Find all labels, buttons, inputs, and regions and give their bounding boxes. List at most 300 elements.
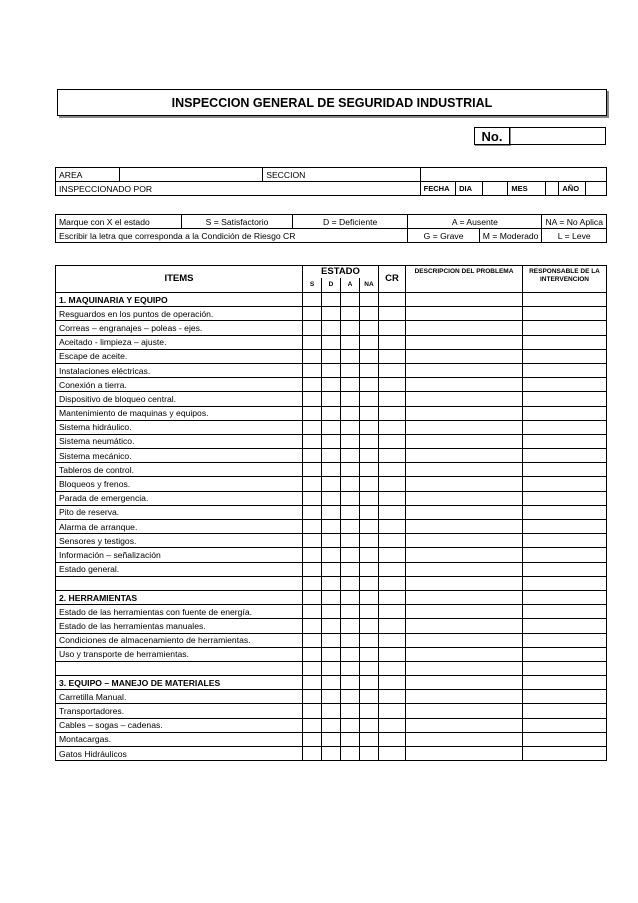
cr-cell[interactable] bbox=[379, 633, 406, 647]
descripcion-cell[interactable] bbox=[406, 420, 523, 434]
item-label: Escape de aceite. bbox=[56, 349, 303, 363]
cr-cell[interactable] bbox=[379, 420, 406, 434]
estado-s-cell[interactable] bbox=[303, 307, 322, 321]
estado-na-cell[interactable] bbox=[360, 647, 379, 661]
descripcion-cell[interactable] bbox=[406, 434, 523, 448]
cr-cell[interactable] bbox=[379, 690, 406, 704]
estado-na-cell[interactable] bbox=[360, 548, 379, 562]
cr-header: CR bbox=[379, 266, 406, 293]
estado-s-cell[interactable] bbox=[303, 704, 322, 718]
responsable-cell[interactable] bbox=[523, 434, 607, 448]
estado-s-cell[interactable] bbox=[303, 534, 322, 548]
responsable-cell[interactable] bbox=[523, 647, 607, 661]
item-label: Sistema hidráulico. bbox=[56, 420, 303, 434]
cr-cell[interactable] bbox=[379, 676, 406, 690]
estado-d-cell[interactable] bbox=[322, 434, 341, 448]
descripcion-cell[interactable] bbox=[406, 477, 523, 491]
estado-a-cell[interactable] bbox=[341, 562, 360, 576]
estado-s-cell[interactable] bbox=[303, 520, 322, 534]
mes-label: MES bbox=[508, 182, 546, 196]
legend-s: S = Satisfactorio bbox=[182, 215, 293, 229]
estado-a-cell[interactable] bbox=[341, 349, 360, 363]
responsable-cell[interactable] bbox=[523, 392, 607, 406]
estado-s-cell[interactable] bbox=[303, 690, 322, 704]
estado-d-cell[interactable] bbox=[322, 463, 341, 477]
area-table bbox=[55, 167, 607, 196]
cr-cell[interactable] bbox=[379, 477, 406, 491]
item-label: Sistema mecánico. bbox=[56, 449, 303, 463]
estado-d-cell[interactable] bbox=[322, 420, 341, 434]
responsable-cell[interactable] bbox=[523, 463, 607, 477]
mes-field[interactable] bbox=[546, 182, 559, 196]
cr-cell[interactable] bbox=[379, 293, 406, 307]
estado-a-cell[interactable] bbox=[341, 520, 360, 534]
responsable-cell[interactable] bbox=[523, 704, 607, 718]
item-label: Información – señalización bbox=[56, 548, 303, 562]
responsable-cell[interactable] bbox=[523, 732, 607, 746]
estado-a-cell[interactable] bbox=[341, 321, 360, 335]
responsable-cell[interactable] bbox=[523, 477, 607, 491]
estado-na-cell[interactable] bbox=[360, 293, 379, 307]
inspeccionado-field[interactable] bbox=[263, 182, 420, 196]
dia-label: DIA bbox=[456, 182, 483, 196]
table-row bbox=[56, 434, 607, 448]
cr-cell[interactable] bbox=[379, 534, 406, 548]
estado-a-cell[interactable] bbox=[341, 633, 360, 647]
cr-cell[interactable] bbox=[379, 406, 406, 420]
estado-a-cell[interactable] bbox=[341, 307, 360, 321]
descripcion-cell[interactable] bbox=[406, 704, 523, 718]
estado-d-cell[interactable] bbox=[322, 590, 341, 604]
cr-cell[interactable] bbox=[379, 520, 406, 534]
estado-a-cell[interactable] bbox=[341, 378, 360, 392]
estado-d-cell[interactable] bbox=[322, 491, 341, 505]
item-label: Bloqueos y frenos. bbox=[56, 477, 303, 491]
descripcion-cell[interactable] bbox=[406, 732, 523, 746]
estado-d-cell[interactable] bbox=[322, 378, 341, 392]
cr-cell[interactable] bbox=[379, 619, 406, 633]
table-row bbox=[56, 704, 607, 718]
estado-na-cell[interactable] bbox=[360, 605, 379, 619]
responsable-cell[interactable] bbox=[523, 449, 607, 463]
number-field[interactable] bbox=[510, 127, 606, 145]
estado-d-cell[interactable] bbox=[322, 605, 341, 619]
item-label: Mantenimiento de maquinas y equipos. bbox=[56, 406, 303, 420]
number-label: No. bbox=[474, 127, 510, 145]
seccion-field[interactable] bbox=[420, 168, 606, 182]
estado-d-cell[interactable] bbox=[322, 363, 341, 377]
estado-a-cell[interactable] bbox=[341, 605, 360, 619]
estado-na-cell[interactable] bbox=[360, 562, 379, 576]
estado-na-cell[interactable] bbox=[360, 491, 379, 505]
responsable-cell[interactable] bbox=[523, 378, 607, 392]
descripcion-cell[interactable] bbox=[406, 690, 523, 704]
estado-na-cell[interactable] bbox=[360, 576, 379, 590]
legend-table bbox=[55, 214, 607, 243]
item-label: Condiciones de almacenamiento de herramientas. bbox=[56, 633, 303, 647]
table-row bbox=[56, 534, 607, 548]
descripcion-cell[interactable] bbox=[406, 363, 523, 377]
estado-a-cell[interactable] bbox=[341, 534, 360, 548]
table-row bbox=[56, 321, 607, 335]
descripcion-cell[interactable] bbox=[406, 676, 523, 690]
responsable-cell[interactable] bbox=[523, 491, 607, 505]
dia-field[interactable] bbox=[482, 182, 508, 196]
estado-d-cell[interactable] bbox=[322, 576, 341, 590]
estado-na-cell[interactable] bbox=[360, 349, 379, 363]
responsable-cell[interactable] bbox=[523, 718, 607, 732]
responsable-cell[interactable] bbox=[523, 534, 607, 548]
cr-cell[interactable] bbox=[379, 449, 406, 463]
estado-a-cell[interactable] bbox=[341, 576, 360, 590]
estado-s-cell[interactable] bbox=[303, 605, 322, 619]
item-label: Uso y transporte de herramientas. bbox=[56, 647, 303, 661]
cr-cell[interactable] bbox=[379, 434, 406, 448]
descripcion-cell[interactable] bbox=[406, 548, 523, 562]
estado-s-cell[interactable] bbox=[303, 349, 322, 363]
estado-na-cell[interactable] bbox=[360, 463, 379, 477]
estado-s-cell[interactable] bbox=[303, 661, 322, 675]
cr-cell[interactable] bbox=[379, 335, 406, 349]
estado-d-cell[interactable] bbox=[322, 520, 341, 534]
estado-a-cell[interactable] bbox=[341, 548, 360, 562]
descripcion-cell[interactable] bbox=[406, 576, 523, 590]
estado-d-cell[interactable] bbox=[322, 505, 341, 519]
estado-d-cell[interactable] bbox=[322, 307, 341, 321]
estado-a-cell[interactable] bbox=[341, 335, 360, 349]
descripcion-cell[interactable] bbox=[406, 647, 523, 661]
estado-a-cell[interactable] bbox=[341, 619, 360, 633]
estado-na: NA bbox=[360, 278, 379, 292]
estado-s-cell[interactable] bbox=[303, 406, 322, 420]
descripcion-cell[interactable] bbox=[406, 335, 523, 349]
estado-s-cell[interactable] bbox=[303, 732, 322, 746]
inspeccionado-label: INSPECCIONADO POR bbox=[56, 182, 263, 196]
area-field[interactable] bbox=[119, 168, 262, 182]
estado-na-cell[interactable] bbox=[360, 477, 379, 491]
estado-na-cell[interactable] bbox=[360, 434, 379, 448]
estado-d-cell[interactable] bbox=[322, 406, 341, 420]
estado-na-cell[interactable] bbox=[360, 406, 379, 420]
descripcion-cell[interactable] bbox=[406, 406, 523, 420]
estado-a-cell[interactable] bbox=[341, 690, 360, 704]
estado-a-cell[interactable] bbox=[341, 449, 360, 463]
estado-na-cell[interactable] bbox=[360, 590, 379, 604]
responsable-cell[interactable] bbox=[523, 590, 607, 604]
estado-s-cell[interactable] bbox=[303, 434, 322, 448]
estado-na-cell[interactable] bbox=[360, 661, 379, 675]
table-row bbox=[56, 619, 607, 633]
item-label: Correas – engranajes – poleas - ejes. bbox=[56, 321, 303, 335]
cr-cell[interactable] bbox=[379, 463, 406, 477]
legend-a: A = Ausente bbox=[408, 215, 542, 229]
estado-d-cell[interactable] bbox=[322, 534, 341, 548]
estado-s-cell[interactable] bbox=[303, 562, 322, 576]
fecha-label: FECHA bbox=[420, 182, 455, 196]
item-label: Sistema neumático. bbox=[56, 434, 303, 448]
table-row bbox=[56, 449, 607, 463]
responsable-cell[interactable] bbox=[523, 293, 607, 307]
table-row bbox=[56, 605, 607, 619]
descripcion-cell[interactable] bbox=[406, 463, 523, 477]
responsable-cell[interactable] bbox=[523, 562, 607, 576]
table-row bbox=[56, 690, 607, 704]
anio-field[interactable] bbox=[586, 182, 607, 196]
estado-na-cell[interactable] bbox=[360, 335, 379, 349]
estado-d-cell[interactable] bbox=[322, 477, 341, 491]
cr-cell[interactable] bbox=[379, 605, 406, 619]
estado-s-cell[interactable] bbox=[303, 463, 322, 477]
form-title: INSPECCION GENERAL DE SEGURIDAD INDUSTRIAL bbox=[57, 89, 607, 116]
estado-d-cell[interactable] bbox=[322, 647, 341, 661]
estado-d-cell[interactable] bbox=[322, 449, 341, 463]
estado-na-cell[interactable] bbox=[360, 747, 379, 761]
estado-s-cell[interactable] bbox=[303, 477, 322, 491]
item-label bbox=[56, 661, 303, 675]
estado-a-cell[interactable] bbox=[341, 661, 360, 675]
estado-s-cell[interactable] bbox=[303, 647, 322, 661]
cr-cell[interactable] bbox=[379, 307, 406, 321]
estado-d-cell[interactable] bbox=[322, 747, 341, 761]
descripcion-cell[interactable] bbox=[406, 349, 523, 363]
estado-a-cell[interactable] bbox=[341, 676, 360, 690]
estado-na-cell[interactable] bbox=[360, 520, 379, 534]
cr-cell[interactable] bbox=[379, 562, 406, 576]
responsable-cell[interactable] bbox=[523, 690, 607, 704]
cr-cell[interactable] bbox=[379, 548, 406, 562]
estado-d-cell[interactable] bbox=[322, 619, 341, 633]
table-row bbox=[56, 463, 607, 477]
estado-s-cell[interactable] bbox=[303, 363, 322, 377]
responsable-cell[interactable] bbox=[523, 747, 607, 761]
estado-na-cell[interactable] bbox=[360, 718, 379, 732]
estado-d-cell[interactable] bbox=[322, 321, 341, 335]
responsable-cell[interactable] bbox=[523, 505, 607, 519]
estado-na-cell[interactable] bbox=[360, 420, 379, 434]
estado-d-cell[interactable] bbox=[322, 690, 341, 704]
legend-l: L = Leve bbox=[542, 229, 607, 243]
responsable-cell[interactable] bbox=[523, 576, 607, 590]
responsable-cell[interactable] bbox=[523, 307, 607, 321]
descripcion-header: DESCRIPCION DEL PROBLEMA bbox=[406, 266, 523, 293]
cr-cell[interactable] bbox=[379, 647, 406, 661]
estado-s-cell[interactable] bbox=[303, 378, 322, 392]
estado-a-cell[interactable] bbox=[341, 477, 360, 491]
item-label: Gatos Hidráulicos bbox=[56, 747, 303, 761]
estado-a-cell[interactable] bbox=[341, 434, 360, 448]
responsable-cell[interactable] bbox=[523, 619, 607, 633]
estado-na-cell[interactable] bbox=[360, 704, 379, 718]
estado-na-cell[interactable] bbox=[360, 690, 379, 704]
item-label: 3. EQUIPO – MANEJO DE MATERIALES bbox=[56, 676, 303, 690]
estado-s-cell[interactable] bbox=[303, 491, 322, 505]
estado-s-cell[interactable] bbox=[303, 335, 322, 349]
cr-cell[interactable] bbox=[379, 349, 406, 363]
descripcion-cell[interactable] bbox=[406, 520, 523, 534]
estado-a-cell[interactable] bbox=[341, 704, 360, 718]
descripcion-cell[interactable] bbox=[406, 590, 523, 604]
cr-cell[interactable] bbox=[379, 590, 406, 604]
table-row bbox=[56, 491, 607, 505]
responsable-cell[interactable] bbox=[523, 520, 607, 534]
estado-a-cell[interactable] bbox=[341, 420, 360, 434]
area-label: AREA bbox=[56, 168, 120, 182]
item-label: Resguardos en los puntos de operación. bbox=[56, 307, 303, 321]
estado-a-cell[interactable] bbox=[341, 647, 360, 661]
estado-na-cell[interactable] bbox=[360, 363, 379, 377]
estado-d-cell[interactable] bbox=[322, 548, 341, 562]
estado-s-cell[interactable] bbox=[303, 505, 322, 519]
descripcion-cell[interactable] bbox=[406, 392, 523, 406]
descripcion-cell[interactable] bbox=[406, 449, 523, 463]
table-row bbox=[56, 520, 607, 534]
estado-s-cell[interactable] bbox=[303, 633, 322, 647]
responsable-cell[interactable] bbox=[523, 349, 607, 363]
descripcion-cell[interactable] bbox=[406, 491, 523, 505]
descripcion-cell[interactable] bbox=[406, 661, 523, 675]
estado-na-cell[interactable] bbox=[360, 321, 379, 335]
responsable-cell[interactable] bbox=[523, 605, 607, 619]
cr-cell[interactable] bbox=[379, 363, 406, 377]
responsable-cell[interactable] bbox=[523, 420, 607, 434]
estado-s-cell[interactable] bbox=[303, 420, 322, 434]
item-label: Alarma de arranque. bbox=[56, 520, 303, 534]
responsable-cell[interactable] bbox=[523, 335, 607, 349]
table-row bbox=[56, 576, 607, 590]
estado-s-cell[interactable] bbox=[303, 449, 322, 463]
estado-s-cell[interactable] bbox=[303, 619, 322, 633]
cr-cell[interactable] bbox=[379, 321, 406, 335]
estado-d-cell[interactable] bbox=[322, 293, 341, 307]
responsable-cell[interactable] bbox=[523, 548, 607, 562]
estado-s-cell[interactable] bbox=[303, 576, 322, 590]
estado-d-cell[interactable] bbox=[322, 335, 341, 349]
responsable-cell[interactable] bbox=[523, 676, 607, 690]
estado-s-cell[interactable] bbox=[303, 548, 322, 562]
estado-d-cell[interactable] bbox=[322, 349, 341, 363]
estado-a-cell[interactable] bbox=[341, 293, 360, 307]
estado-a-cell[interactable] bbox=[341, 392, 360, 406]
table-row bbox=[56, 676, 607, 690]
estado-na-cell[interactable] bbox=[360, 307, 379, 321]
estado-na-cell[interactable] bbox=[360, 505, 379, 519]
estado-s-cell[interactable] bbox=[303, 321, 322, 335]
estado-d-cell[interactable] bbox=[322, 732, 341, 746]
legend-g: G = Grave bbox=[408, 229, 479, 243]
table-row bbox=[56, 562, 607, 576]
estado-d-cell[interactable] bbox=[322, 392, 341, 406]
cr-cell[interactable] bbox=[379, 732, 406, 746]
estado-a-cell[interactable] bbox=[341, 363, 360, 377]
estado-na-cell[interactable] bbox=[360, 633, 379, 647]
cr-cell[interactable] bbox=[379, 392, 406, 406]
estado-s-cell[interactable] bbox=[303, 747, 322, 761]
legend-escribir: Escribir la letra que corresponda a la Condición de Riesgo CR bbox=[56, 229, 408, 243]
estado-a-cell[interactable] bbox=[341, 463, 360, 477]
descripcion-cell[interactable] bbox=[406, 534, 523, 548]
cr-cell[interactable] bbox=[379, 704, 406, 718]
estado-na-cell[interactable] bbox=[360, 534, 379, 548]
seccion-label: SECCION bbox=[263, 168, 420, 182]
descripcion-cell[interactable] bbox=[406, 619, 523, 633]
estado-a-cell[interactable] bbox=[341, 406, 360, 420]
cr-cell[interactable] bbox=[379, 661, 406, 675]
estado-s-cell[interactable] bbox=[303, 293, 322, 307]
descripcion-cell[interactable] bbox=[406, 605, 523, 619]
estado-na-cell[interactable] bbox=[360, 619, 379, 633]
estado-a-cell[interactable] bbox=[341, 718, 360, 732]
estado-s: S bbox=[303, 278, 322, 292]
estado-d-cell[interactable] bbox=[322, 633, 341, 647]
item-label: Parada de emergencia. bbox=[56, 491, 303, 505]
descripcion-cell[interactable] bbox=[406, 293, 523, 307]
estado-d-cell[interactable] bbox=[322, 676, 341, 690]
item-label: Transportadores. bbox=[56, 704, 303, 718]
responsable-cell[interactable] bbox=[523, 406, 607, 420]
estado-s-cell[interactable] bbox=[303, 590, 322, 604]
descripcion-cell[interactable] bbox=[406, 718, 523, 732]
item-label: Estado general. bbox=[56, 562, 303, 576]
descripcion-cell[interactable] bbox=[406, 562, 523, 576]
descripcion-cell[interactable] bbox=[406, 378, 523, 392]
estado-na-cell[interactable] bbox=[360, 732, 379, 746]
estado-a-cell[interactable] bbox=[341, 747, 360, 761]
estado-a-cell[interactable] bbox=[341, 491, 360, 505]
item-label: Estado de las herramientas con fuente de energía. bbox=[56, 605, 303, 619]
estado-a-cell[interactable] bbox=[341, 505, 360, 519]
estado-na-cell[interactable] bbox=[360, 392, 379, 406]
estado-d-cell[interactable] bbox=[322, 704, 341, 718]
item-label: 1. MAQUINARIA Y EQUIPO bbox=[56, 293, 303, 307]
legend-m: M = Moderado bbox=[479, 229, 542, 243]
estado-na-cell[interactable] bbox=[360, 449, 379, 463]
item-label: Cables – sogas – cadenas. bbox=[56, 718, 303, 732]
cr-cell[interactable] bbox=[379, 576, 406, 590]
estado-a-cell[interactable] bbox=[341, 732, 360, 746]
cr-cell[interactable] bbox=[379, 718, 406, 732]
estado-d-cell[interactable] bbox=[322, 562, 341, 576]
estado-s-cell[interactable] bbox=[303, 718, 322, 732]
anio-label: AÑO bbox=[559, 182, 586, 196]
table-row bbox=[56, 335, 607, 349]
estado-s-cell[interactable] bbox=[303, 392, 322, 406]
responsable-cell[interactable] bbox=[523, 321, 607, 335]
descripcion-cell[interactable] bbox=[406, 505, 523, 519]
responsable-cell[interactable] bbox=[523, 661, 607, 675]
item-label: Montacargas. bbox=[56, 732, 303, 746]
estado-na-cell[interactable] bbox=[360, 676, 379, 690]
estado-a-cell[interactable] bbox=[341, 590, 360, 604]
cr-cell[interactable] bbox=[379, 378, 406, 392]
estado-d-cell[interactable] bbox=[322, 661, 341, 675]
responsable-cell[interactable] bbox=[523, 633, 607, 647]
estado-na-cell[interactable] bbox=[360, 378, 379, 392]
estado-s-cell[interactable] bbox=[303, 676, 322, 690]
cr-cell[interactable] bbox=[379, 491, 406, 505]
descripcion-cell[interactable] bbox=[406, 307, 523, 321]
descripcion-cell[interactable] bbox=[406, 747, 523, 761]
item-label: Aceitado - limpieza – ajuste. bbox=[56, 335, 303, 349]
responsable-cell[interactable] bbox=[523, 363, 607, 377]
table-row bbox=[56, 392, 607, 406]
table-row bbox=[56, 477, 607, 491]
cr-cell[interactable] bbox=[379, 505, 406, 519]
form-number bbox=[474, 127, 606, 145]
estado-d-cell[interactable] bbox=[322, 718, 341, 732]
descripcion-cell[interactable] bbox=[406, 321, 523, 335]
descripcion-cell[interactable] bbox=[406, 633, 523, 647]
cr-cell[interactable] bbox=[379, 747, 406, 761]
